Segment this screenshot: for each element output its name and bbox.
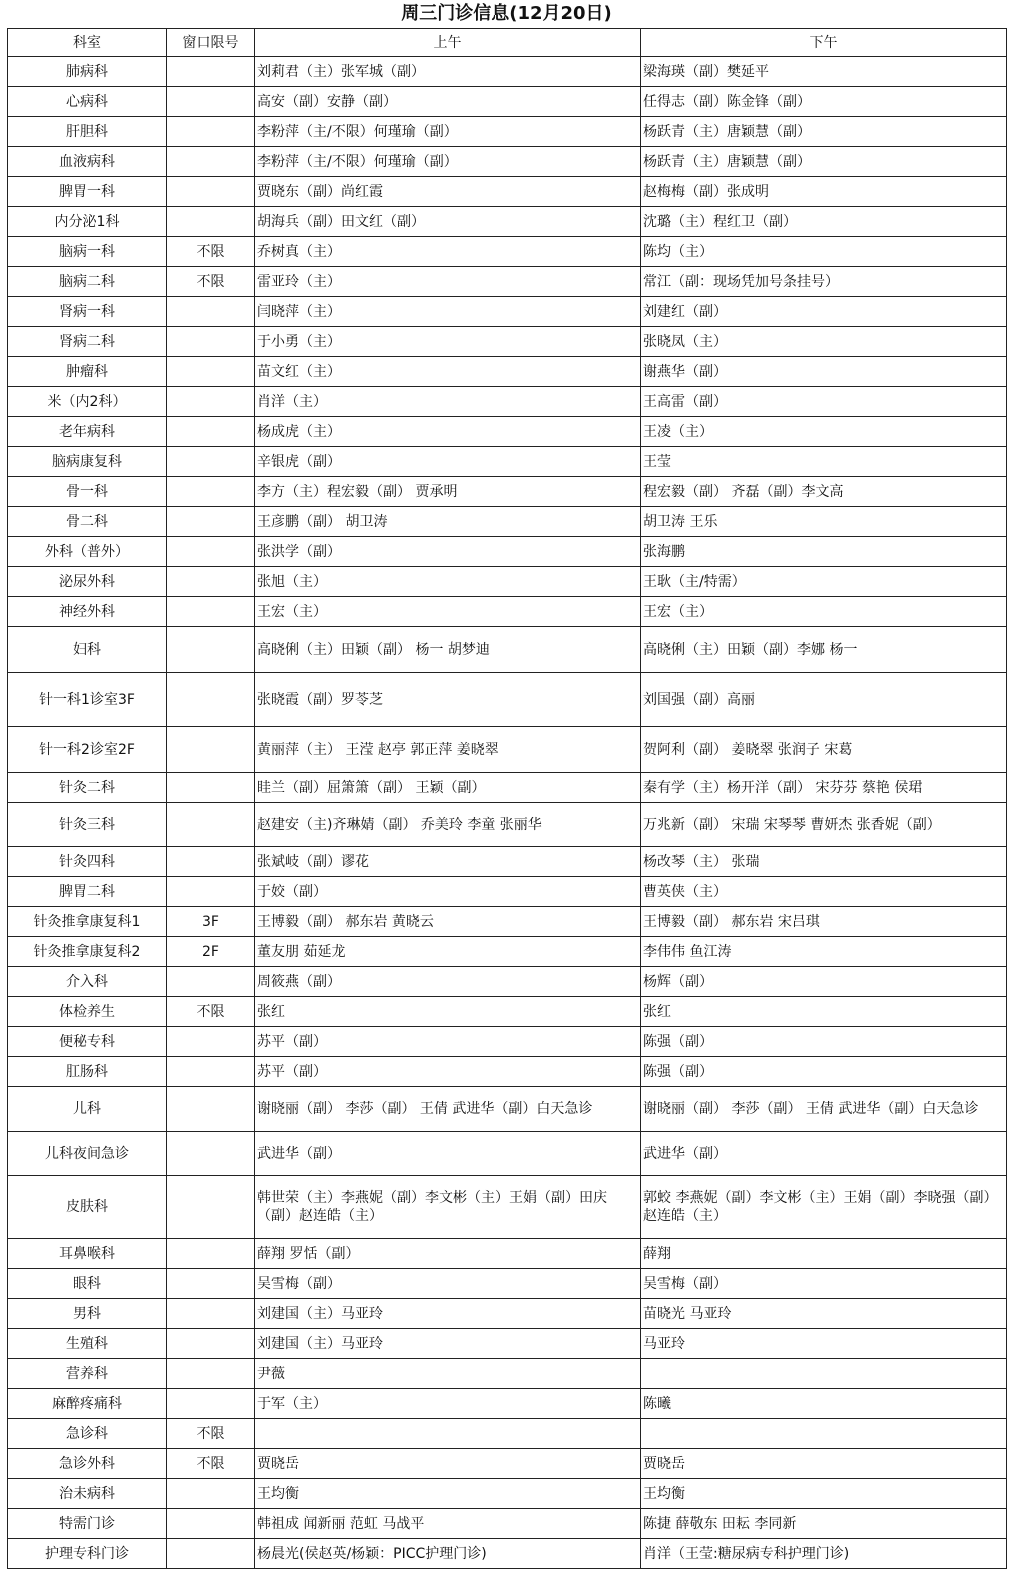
table-row xyxy=(8,627,1007,673)
afternoon-cell: 陈均（主） xyxy=(641,237,1007,267)
table-row xyxy=(8,1539,1007,1569)
morning-cell: 杨晨光(侯赵英/杨颖：PICC护理门诊) xyxy=(255,1539,641,1569)
afternoon-cell: 高晓俐（主）田颖（副）李娜 杨一 xyxy=(641,627,1007,673)
window-limit-cell xyxy=(167,87,255,117)
afternoon-cell: 曹英侠（主） xyxy=(641,877,1007,907)
table-row xyxy=(8,117,1007,147)
table-row xyxy=(8,57,1007,87)
afternoon-cell: 谢晓丽（副） 李莎（副） 王倩 武进华（副）白天急诊 xyxy=(641,1087,1007,1132)
page-title: 周三门诊信息(12月20日) xyxy=(401,3,612,24)
afternoon-cell: 杨改琴（主） 张瑞 xyxy=(641,847,1007,877)
morning-cell: 李粉萍（主/不限）何瑾瑜（副） xyxy=(255,147,641,177)
morning-cell: 苏平（副） xyxy=(255,1027,641,1057)
morning-cell: 雷亚玲（主） xyxy=(255,267,641,297)
table-row xyxy=(8,803,1007,847)
window-limit-cell: 不限 xyxy=(167,237,255,267)
table-row xyxy=(8,357,1007,387)
table-row xyxy=(8,877,1007,907)
morning-cell: 李方（主）程宏毅（副） 贾承明 xyxy=(255,477,641,507)
window-limit-cell xyxy=(167,357,255,387)
afternoon-cell xyxy=(641,1419,1007,1449)
table-row xyxy=(8,417,1007,447)
window-limit-cell xyxy=(167,57,255,87)
table-row xyxy=(8,267,1007,297)
window-limit-cell xyxy=(167,1299,255,1329)
window-limit-cell xyxy=(167,147,255,177)
dept-cell: 脑病二科 xyxy=(8,267,167,297)
window-limit-cell xyxy=(167,673,255,727)
morning-cell: 武进华（副） xyxy=(255,1132,641,1176)
table-row xyxy=(8,1269,1007,1299)
afternoon-cell: 王博毅（副） 郝东岩 宋吕琪 xyxy=(641,907,1007,937)
header-am: 上午 xyxy=(255,29,641,57)
dept-cell: 便秘专科 xyxy=(8,1027,167,1057)
afternoon-cell: 杨辉（副） xyxy=(641,967,1007,997)
afternoon-cell: 王凌（主） xyxy=(641,417,1007,447)
afternoon-cell: 赵梅梅（副）张成明 xyxy=(641,177,1007,207)
window-limit-cell xyxy=(167,477,255,507)
dept-cell: 眼科 xyxy=(8,1269,167,1299)
dept-cell: 脑病康复科 xyxy=(8,447,167,477)
morning-cell: 于军（主） xyxy=(255,1389,641,1419)
dept-cell: 内分泌1科 xyxy=(8,207,167,237)
afternoon-cell: 苗晓光 马亚玲 xyxy=(641,1299,1007,1329)
table-row xyxy=(8,937,1007,967)
afternoon-cell: 杨跃青（主）唐颖慧（副） xyxy=(641,147,1007,177)
table-row xyxy=(8,907,1007,937)
dept-cell: 体检养生 xyxy=(8,997,167,1027)
afternoon-cell: 万兆新（副） 宋瑞 宋琴琴 曹妍杰 张香妮（副） xyxy=(641,803,1007,847)
window-limit-cell xyxy=(167,1539,255,1569)
dept-cell: 妇科 xyxy=(8,627,167,673)
dept-cell: 针灸四科 xyxy=(8,847,167,877)
table-row xyxy=(8,997,1007,1027)
dept-cell: 急诊科 xyxy=(8,1419,167,1449)
window-limit-cell xyxy=(167,1509,255,1539)
window-limit-cell xyxy=(167,327,255,357)
window-limit-cell xyxy=(167,773,255,803)
dept-cell: 生殖科 xyxy=(8,1329,167,1359)
table-row xyxy=(8,177,1007,207)
afternoon-cell: 陈强（副） xyxy=(641,1057,1007,1087)
window-limit-cell xyxy=(167,877,255,907)
morning-cell: 董友朋 茹延龙 xyxy=(255,937,641,967)
table-row xyxy=(8,1359,1007,1389)
afternoon-cell: 张海鹏 xyxy=(641,537,1007,567)
dept-cell: 肛肠科 xyxy=(8,1057,167,1087)
morning-cell: 王宏（主） xyxy=(255,597,641,627)
morning-cell: 张旭（主） xyxy=(255,567,641,597)
morning-cell: 王均衡 xyxy=(255,1479,641,1509)
table-row xyxy=(8,967,1007,997)
afternoon-cell: 王宏（主） xyxy=(641,597,1007,627)
afternoon-cell: 梁海瑛（副）樊延平 xyxy=(641,57,1007,87)
dept-cell: 神经外科 xyxy=(8,597,167,627)
morning-cell: 眭兰（副）屈箫箫（副） 王颖（副） xyxy=(255,773,641,803)
morning-cell: 乔树真（主） xyxy=(255,237,641,267)
table-row xyxy=(8,147,1007,177)
window-limit-cell xyxy=(167,387,255,417)
table-row xyxy=(8,1509,1007,1539)
afternoon-cell: 谢燕华（副） xyxy=(641,357,1007,387)
morning-cell: 于小勇（主） xyxy=(255,327,641,357)
afternoon-cell: 陈强（副） xyxy=(641,1027,1007,1057)
afternoon-cell: 陈曦 xyxy=(641,1389,1007,1419)
table-row xyxy=(8,1479,1007,1509)
window-limit-cell xyxy=(167,1359,255,1389)
window-limit-cell xyxy=(167,1269,255,1299)
header-dept: 科室 xyxy=(8,29,167,57)
window-limit-cell xyxy=(167,1087,255,1132)
dept-cell: 急诊外科 xyxy=(8,1449,167,1479)
table-row xyxy=(8,1176,1007,1239)
table-row xyxy=(8,237,1007,267)
window-limit-cell xyxy=(167,567,255,597)
morning-cell: 韩祖成 闻新丽 范虹 马战平 xyxy=(255,1509,641,1539)
window-limit-cell: 不限 xyxy=(167,1419,255,1449)
window-limit-cell xyxy=(167,967,255,997)
afternoon-cell: 王莹 xyxy=(641,447,1007,477)
morning-cell: 贾晓岳 xyxy=(255,1449,641,1479)
table-row xyxy=(8,387,1007,417)
afternoon-cell: 武进华（副） xyxy=(641,1132,1007,1176)
dept-cell: 麻醉疼痛科 xyxy=(8,1389,167,1419)
afternoon-cell: 肖洋（王莹:糖尿病专科护理门诊) xyxy=(641,1539,1007,1569)
morning-cell: 于姣（副） xyxy=(255,877,641,907)
dept-cell: 泌尿外科 xyxy=(8,567,167,597)
dept-cell: 肿瘤科 xyxy=(8,357,167,387)
window-limit-cell xyxy=(167,627,255,673)
window-limit-cell xyxy=(167,447,255,477)
window-limit-cell xyxy=(167,537,255,567)
morning-cell: 杨成虎（主） xyxy=(255,417,641,447)
dept-cell: 骨一科 xyxy=(8,477,167,507)
dept-cell: 针灸推拿康复科1 xyxy=(8,907,167,937)
morning-cell: 苏平（副） xyxy=(255,1057,641,1087)
window-limit-cell xyxy=(167,1239,255,1269)
window-limit-cell xyxy=(167,417,255,447)
window-limit-cell xyxy=(167,1389,255,1419)
afternoon-cell: 常江（副：现场凭加号条挂号） xyxy=(641,267,1007,297)
morning-cell: 韩世荣（主）李燕妮（副）李文彬（主）王娟（副）田庆（副）赵连皓（主） xyxy=(255,1176,641,1239)
dept-cell: 儿科夜间急诊 xyxy=(8,1132,167,1176)
dept-cell: 护理专科门诊 xyxy=(8,1539,167,1569)
dept-cell: 肝胆科 xyxy=(8,117,167,147)
table-row xyxy=(8,1329,1007,1359)
afternoon-cell: 郭蛟 李燕妮（副）李文彬（主）王娟（副）李晓强（副）赵连皓（主） xyxy=(641,1176,1007,1239)
schedule-body xyxy=(8,57,1007,1569)
morning-cell: 薛翔 罗恬（副） xyxy=(255,1239,641,1269)
table-row xyxy=(8,477,1007,507)
dept-cell: 肾病一科 xyxy=(8,297,167,327)
morning-cell: 张洪学（副） xyxy=(255,537,641,567)
afternoon-cell: 贾晓岳 xyxy=(641,1449,1007,1479)
morning-cell: 吴雪梅（副） xyxy=(255,1269,641,1299)
morning-cell: 张斌岐（副）谬花 xyxy=(255,847,641,877)
dept-cell: 营养科 xyxy=(8,1359,167,1389)
window-limit-cell xyxy=(167,597,255,627)
afternoon-cell: 王耿（主/特需） xyxy=(641,567,1007,597)
window-limit-cell: 不限 xyxy=(167,997,255,1027)
dept-cell: 脑病一科 xyxy=(8,237,167,267)
table-row xyxy=(8,1087,1007,1132)
morning-cell: 高晓俐（主）田颖（副） 杨一 胡梦迪 xyxy=(255,627,641,673)
afternoon-cell: 沈璐（主）程红卫（副） xyxy=(641,207,1007,237)
header-window: 窗口限号 xyxy=(167,29,255,57)
table-row xyxy=(8,673,1007,727)
morning-cell: 刘莉君（主）张军城（副） xyxy=(255,57,641,87)
afternoon-cell: 程宏毅（副） 齐磊（副）李文高 xyxy=(641,477,1007,507)
dept-cell: 骨二科 xyxy=(8,507,167,537)
table-row xyxy=(8,87,1007,117)
window-limit-cell xyxy=(167,297,255,327)
window-limit-cell xyxy=(167,847,255,877)
dept-cell: 针灸三科 xyxy=(8,803,167,847)
afternoon-cell: 张红 xyxy=(641,997,1007,1027)
dept-cell: 肺病科 xyxy=(8,57,167,87)
dept-cell: 儿科 xyxy=(8,1087,167,1132)
dept-cell: 针灸推拿康复科2 xyxy=(8,937,167,967)
morning-cell: 贾晓东（副）尚红霞 xyxy=(255,177,641,207)
afternoon-cell: 刘建红（副） xyxy=(641,297,1007,327)
table-row xyxy=(8,847,1007,877)
window-limit-cell xyxy=(167,207,255,237)
window-limit-cell: 2F xyxy=(167,937,255,967)
window-limit-cell xyxy=(167,1329,255,1359)
afternoon-cell: 胡卫涛 王乐 xyxy=(641,507,1007,537)
table-row xyxy=(8,1027,1007,1057)
table-row xyxy=(8,567,1007,597)
dept-cell: 治未病科 xyxy=(8,1479,167,1509)
afternoon-cell: 王均衡 xyxy=(641,1479,1007,1509)
afternoon-cell: 张晓凤（主） xyxy=(641,327,1007,357)
morning-cell: 王博毅（副） 郝东岩 黄晓云 xyxy=(255,907,641,937)
window-limit-cell xyxy=(167,1479,255,1509)
morning-cell: 谢晓丽（副） 李莎（副） 王倩 武进华（副）白天急诊 xyxy=(255,1087,641,1132)
dept-cell: 米（内2科） xyxy=(8,387,167,417)
morning-cell: 辛银虎（副） xyxy=(255,447,641,477)
dept-cell: 针一科1诊室3F xyxy=(8,673,167,727)
morning-cell: 张红 xyxy=(255,997,641,1027)
morning-cell: 肖洋（主） xyxy=(255,387,641,417)
window-limit-cell: 不限 xyxy=(167,267,255,297)
dept-cell: 特需门诊 xyxy=(8,1509,167,1539)
dept-cell: 耳鼻喉科 xyxy=(8,1239,167,1269)
window-limit-cell xyxy=(167,803,255,847)
header-pm: 下午 xyxy=(641,29,1007,57)
table-row xyxy=(8,507,1007,537)
morning-cell: 高安（副）安静（副） xyxy=(255,87,641,117)
table-row xyxy=(8,297,1007,327)
table-row xyxy=(8,727,1007,773)
dept-cell: 脾胃二科 xyxy=(8,877,167,907)
window-limit-cell: 不限 xyxy=(167,1449,255,1479)
morning-cell: 李粉萍（主/不限）何瑾瑜（副） xyxy=(255,117,641,147)
afternoon-cell: 李伟伟 鱼江涛 xyxy=(641,937,1007,967)
table-row xyxy=(8,1389,1007,1419)
schedule-table xyxy=(7,28,1007,1569)
window-limit-cell: 3F xyxy=(167,907,255,937)
window-limit-cell xyxy=(167,727,255,773)
dept-cell: 肾病二科 xyxy=(8,327,167,357)
morning-cell: 胡海兵（副）田文红（副） xyxy=(255,207,641,237)
morning-cell: 尹薇 xyxy=(255,1359,641,1389)
dept-cell: 老年病科 xyxy=(8,417,167,447)
table-row xyxy=(8,537,1007,567)
window-limit-cell xyxy=(167,1176,255,1239)
dept-cell: 介入科 xyxy=(8,967,167,997)
afternoon-cell: 马亚玲 xyxy=(641,1329,1007,1359)
table-row xyxy=(8,773,1007,803)
afternoon-cell: 吴雪梅（副） xyxy=(641,1269,1007,1299)
header-row xyxy=(8,29,1007,57)
morning-cell: 周筱燕（副） xyxy=(255,967,641,997)
dept-cell: 外科（普外） xyxy=(8,537,167,567)
table-row xyxy=(8,1449,1007,1479)
afternoon-cell: 杨跃青（主）唐颖慧（副） xyxy=(641,117,1007,147)
dept-cell: 男科 xyxy=(8,1299,167,1329)
morning-cell: 闫晓萍（主） xyxy=(255,297,641,327)
table-row xyxy=(8,597,1007,627)
morning-cell: 刘建国（主）马亚玲 xyxy=(255,1329,641,1359)
dept-cell: 针灸二科 xyxy=(8,773,167,803)
table-row xyxy=(8,447,1007,477)
morning-cell: 刘建国（主）马亚玲 xyxy=(255,1299,641,1329)
morning-cell xyxy=(255,1419,641,1449)
table-row xyxy=(8,207,1007,237)
afternoon-cell: 薛翔 xyxy=(641,1239,1007,1269)
afternoon-cell: 贺阿利（副） 姜晓翠 张润子 宋葛 xyxy=(641,727,1007,773)
window-limit-cell xyxy=(167,1132,255,1176)
afternoon-cell: 任得志（副）陈金锋（副） xyxy=(641,87,1007,117)
morning-cell: 王彦鹏（副） 胡卫涛 xyxy=(255,507,641,537)
morning-cell: 黄丽萍（主） 王滢 赵亭 郭正萍 姜晓翠 xyxy=(255,727,641,773)
table-row xyxy=(8,327,1007,357)
dept-cell: 皮肤科 xyxy=(8,1176,167,1239)
window-limit-cell xyxy=(167,177,255,207)
dept-cell: 血液病科 xyxy=(8,147,167,177)
table-row xyxy=(8,1132,1007,1176)
afternoon-cell xyxy=(641,1359,1007,1389)
table-row xyxy=(8,1419,1007,1449)
morning-cell: 苗文红（主） xyxy=(255,357,641,387)
dept-cell: 针一科2诊室2F xyxy=(8,727,167,773)
morning-cell: 赵建安（主)齐琳婧（副） 乔美玲 李童 张丽华 xyxy=(255,803,641,847)
afternoon-cell: 王高雷（副） xyxy=(641,387,1007,417)
window-limit-cell xyxy=(167,117,255,147)
afternoon-cell: 秦有学（主）杨开洋（副） 宋芬芬 蔡艳 侯珺 xyxy=(641,773,1007,803)
afternoon-cell: 陈捷 薛敬东 田耘 李同新 xyxy=(641,1509,1007,1539)
afternoon-cell: 刘国强（副）高丽 xyxy=(641,673,1007,727)
window-limit-cell xyxy=(167,1027,255,1057)
dept-cell: 脾胃一科 xyxy=(8,177,167,207)
window-limit-cell xyxy=(167,1057,255,1087)
table-row xyxy=(8,1299,1007,1329)
morning-cell: 张晓霞（副）罗苓芝 xyxy=(255,673,641,727)
window-limit-cell xyxy=(167,507,255,537)
dept-cell: 心病科 xyxy=(8,87,167,117)
table-row xyxy=(8,1239,1007,1269)
table-row xyxy=(8,1057,1007,1087)
